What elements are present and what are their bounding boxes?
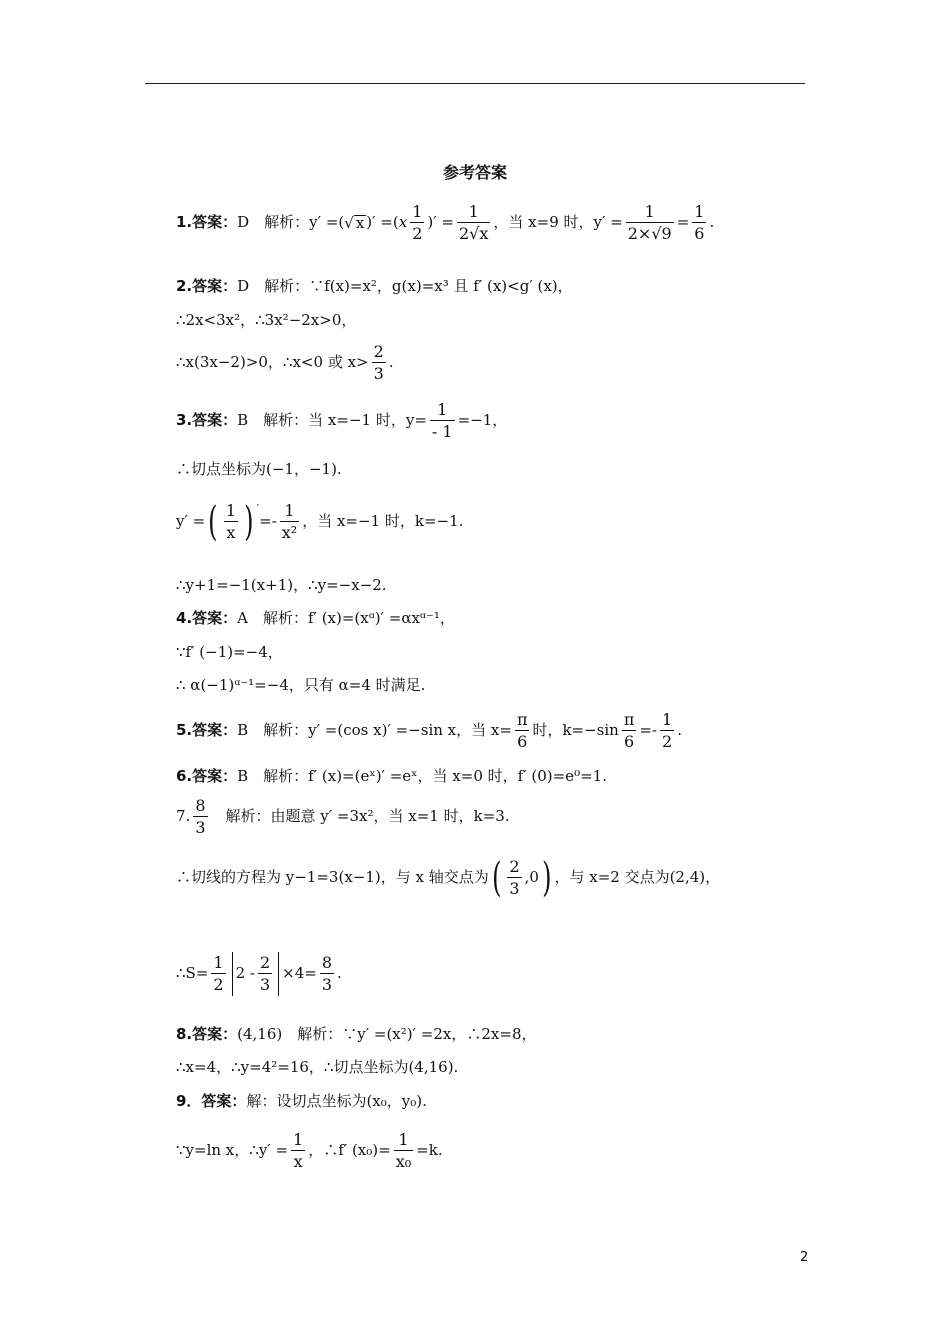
answer-4-line-2: ∵f′ (−1)=−4， — [176, 643, 283, 661]
answer-5: 5.答案：B 解析：y′ =(cos x)′ =−sin x，当 x= $\frac{\pi}{6}$ 时，k=−sin $\frac{\pi}{6}$ =- $\frac{1}{2}$ . — [176, 710, 682, 751]
answer-9-line-1: 9．答案：解：设切点坐标为(x₀，y₀). — [176, 1092, 427, 1110]
answer-2-line-2: ∴2x<3x²，∴3x²−2x>0， — [176, 311, 357, 329]
answer-2-line-3: ∴x(3x−2)>0，∴x<0 或 x> $\frac{2}{3}$ . — [176, 342, 394, 383]
page-number: 2 — [800, 1250, 809, 1265]
fraction: $\frac{2}{3}$ — [509, 857, 520, 898]
fraction: $\frac{8}{3}$ — [321, 953, 333, 994]
fraction: $\frac{1}{\text{x²}}$ — [281, 501, 298, 542]
right-paren: ) — [541, 855, 552, 901]
fraction: $\frac{1}{2}$ — [213, 953, 224, 994]
answer-3-line-1: 3.答案：B 解析：当 x=−1 时，y= $\frac{1}{- 1}$ =−1， — [176, 400, 508, 441]
fraction: $\frac{1}{6}$ — [694, 202, 705, 243]
fraction: $\frac{1}{2√x}$ — [459, 202, 489, 243]
answer-8-line-1: 8.答案：(4,16) 解析：∵y′ =(x²)′ =2x，∴2x=8， — [176, 1025, 537, 1043]
answer-6: 6.答案：B 解析：f′ (x)=(eˣ)′ =eˣ，当 x=0 时，f′ (0)=e⁰=1. — [176, 767, 607, 785]
fraction: $\frac{1}{x}$ — [293, 1130, 304, 1171]
fraction: $\frac{\pi}{6}$ — [623, 710, 635, 751]
answer-3-line-3: y′ =( $\frac{1}{x}$ ) ′=- $\frac{1}{\text{x²}}$ ，当 x=−1 时，k=−1. — [176, 499, 464, 545]
answer-4-line-3: ∴ α(−1)ᵅ⁻¹=−4，只有 α=4 时满足. — [176, 676, 426, 694]
sqrt-x: √ x — [344, 214, 365, 232]
answer-3-line-4: ∴y+1=−1(x+1)，∴y=−x−2. — [176, 576, 387, 594]
fraction: $\frac{2}{3}$ — [259, 953, 271, 994]
fraction: $\frac{8}{3}$ — [195, 796, 206, 837]
answer-3-line-2: ∴切点坐标为(−1，−1). — [176, 460, 342, 478]
fraction: $\frac{2}{3}$ — [373, 342, 384, 383]
right-paren: ) — [244, 499, 254, 545]
page-title: 参考答案 — [442, 163, 507, 182]
left-paren: ( — [208, 499, 218, 545]
answer-7-line-1: 7. $\frac{8}{3}$ 解析：由题意 y′ =3x²，当 x=1 时，k=3. — [176, 796, 510, 837]
fraction: $\frac{1}{- 1}$ — [431, 400, 453, 441]
exponent-fraction: $\frac{1}{2}$ — [412, 202, 423, 243]
abs-bar-right — [278, 952, 279, 996]
abs-bar-left — [232, 952, 233, 996]
answer-7-line-3: ∴S= $\frac{1}{2}$ 2 - $\frac{2}{3}$ ×4= $\frac{8}{3}$ . — [176, 953, 342, 994]
answer-8-line-2: ∴x=4，∴y=4²=16，∴切点坐标为(4,16). — [176, 1058, 459, 1076]
answer-1: 1.答案：D 解析：y′ =(√ x )′ =(x $\frac{1}{2}$ )′ = $\frac{1}{2√x}$ ，当 x=9 时，y′ = $\frac{1}{2\times√9}$ = $\frac{1}{6}$ . — [176, 202, 715, 243]
answer-7-line-2: ∴切线的方程为 y−1=3(x−1)，与 x 轴交点为( $\frac{2}{3}$ ,0) ，与 x=2 交点为(2,4)， — [176, 855, 721, 901]
answer-9-line-2: ∵y=ln x，∴y′ = $\frac{1}{x}$ ，∴f′ (x₀)= $\frac{1}{\text{x₀}}$ =k. — [176, 1130, 443, 1171]
answer-2-line-1: 2.答案：D 解析：∵f(x)=x²，g(x)=x³ 且 f′ (x)<g′ (x)， — [176, 277, 573, 295]
answer-4-line-1: 4.答案：A 解析：f′ (x)=(xᵅ)′ =αxᵅ⁻¹， — [176, 609, 455, 627]
left-paren: ( — [491, 855, 502, 901]
fraction: $\frac{1}{\text{x₀}}$ — [395, 1130, 412, 1171]
fraction: $\frac{1}{x}$ — [225, 501, 237, 542]
fraction: $\frac{1}{2}$ — [662, 710, 673, 751]
fraction: $\frac{1}{2\times√9}$ — [627, 202, 672, 243]
fraction: $\frac{\pi}{6}$ — [516, 710, 528, 751]
header-rule — [145, 83, 805, 84]
